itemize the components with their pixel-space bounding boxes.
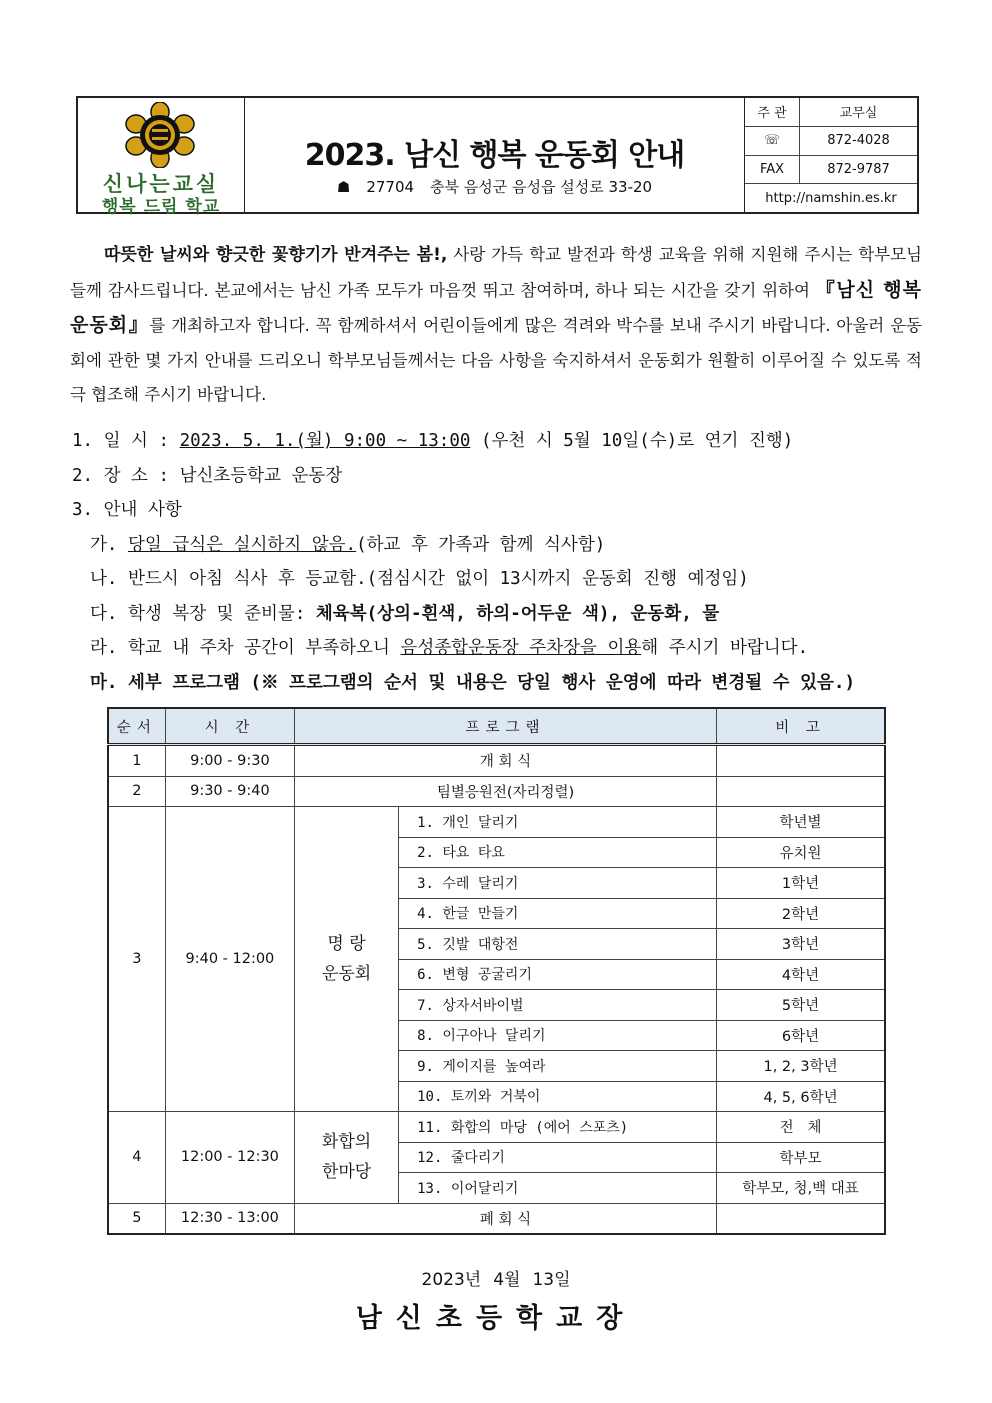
- notice-d-underline: 음성종합운동장 주차장을 이용: [400, 638, 642, 658]
- notice-c-prefix: 다. 학생 복장 및 준비물:: [90, 603, 316, 624]
- group-line2: 한마당: [321, 1162, 372, 1183]
- group-line2: 운동회: [321, 964, 372, 984]
- title-area: [245, 98, 745, 212]
- cell-note: 학년별: [717, 807, 885, 838]
- cell-order: 2: [108, 776, 165, 807]
- cell-note: 학부모, 청,백 대표: [717, 1173, 885, 1204]
- date-item: [72, 424, 932, 459]
- intro-text-part1: 사랑 가득 학교 발전과 학생 교육을 위해 지원해 주시는 학부모님들께 감사드립니다. 본교에서는 남신 가족 모두가 마음껏 뛰고 참여하며, 하나 되는 시간을 갖기 위하여: [70, 245, 922, 300]
- cell-note: [717, 745, 885, 777]
- table-row: [108, 776, 885, 807]
- table-row: [108, 1112, 885, 1143]
- date-note: (우천 시 5월 10일(수)로 연기 진행): [470, 431, 794, 451]
- cell-event: 2. 타요 타요: [399, 837, 717, 868]
- notice-b: 나. 반드시 아침 식사 후 등교함.(점심시간 없이 13시까지 운동회 진행 예정임): [90, 569, 749, 589]
- cell-event: 11. 화합의 마당 (에어 스포츠): [399, 1112, 717, 1143]
- cell-order: 1: [108, 745, 165, 777]
- cell-event: 6. 변형 공굴리기: [399, 959, 717, 990]
- notice-a: [72, 528, 932, 563]
- intro-lead: 따뜻한 날씨와 향긋한 꽃향기가 반겨주는 봄!,: [104, 245, 448, 265]
- cell-event: 1. 개인 달리기: [399, 807, 717, 838]
- cell-group: [294, 807, 398, 1112]
- cell-note: 6학년: [717, 1020, 885, 1051]
- date-label: 1. 일 시 :: [72, 431, 180, 451]
- cell-note: 2학년: [717, 898, 885, 929]
- cell-note: 유치원: [717, 837, 885, 868]
- cell-order: 5: [108, 1203, 165, 1234]
- cell-time: 12:30 - 13:00: [165, 1203, 294, 1234]
- notice-e-bold: 마. 세부 프로그램 (※ 프로그램의 순서 및 내용은 당일 행사 운영에 따라 변경될 수 있음.): [90, 672, 856, 693]
- cell-time: 12:00 - 12:30: [165, 1112, 294, 1204]
- cell-event: 13. 이어달리기: [399, 1173, 717, 1204]
- postal-code: 27704: [366, 178, 415, 196]
- cell-event: 4. 한글 만들기: [399, 898, 717, 929]
- cell-program: 팀별응원전(자리정렬): [294, 776, 716, 807]
- cell-event: 5. 깃발 대항전: [399, 929, 717, 960]
- table-header-row: [108, 708, 885, 745]
- issue-month: 4월: [493, 1270, 521, 1290]
- cell-event: 12. 줄다리기: [399, 1142, 717, 1173]
- group-line1: 화합의: [321, 1132, 372, 1153]
- host-value: 교무실: [839, 106, 878, 122]
- url-row: [745, 184, 917, 212]
- fax-label: FAX: [745, 156, 800, 184]
- school-motto-line1: 신나는교실: [102, 172, 220, 196]
- notice-d-prefix: 라. 학교 내 주차 공간이 부족하오니: [90, 638, 401, 658]
- cell-time: 9:00 - 9:30: [165, 745, 294, 777]
- issue-day: 13일: [532, 1270, 571, 1290]
- cell-event: 9. 게이지를 높여라: [399, 1051, 717, 1082]
- place-item: [72, 459, 932, 494]
- cell-note: 학부모: [717, 1142, 885, 1173]
- cell-note: [717, 776, 885, 807]
- intro-paragraph: [70, 238, 922, 413]
- notice-a-prefix: 가.: [90, 534, 128, 555]
- cell-event: 3. 수레 달리기: [399, 868, 717, 899]
- col-header-time: 시 간: [165, 708, 294, 745]
- fax-value: 872-9787: [827, 161, 890, 177]
- place-value: 남신초등학교 운동장: [179, 465, 343, 486]
- phone-value: 872-4028: [827, 133, 890, 149]
- col-header-program: 프로그램: [294, 708, 716, 745]
- school-motto-line2: 행복 드림 학교: [101, 197, 221, 217]
- cell-note: 4, 5, 6학년: [717, 1081, 885, 1112]
- school-url[interactable]: http://namshin.es.kr: [765, 190, 897, 206]
- cell-note: 전 체: [717, 1112, 885, 1143]
- event-name: 『남신 행복 운동회』: [70, 278, 923, 336]
- cell-program: 폐 회 식: [294, 1203, 716, 1234]
- cell-order: 3: [108, 807, 165, 1112]
- cell-note: 1, 2, 3학년: [717, 1051, 885, 1082]
- cell-order: 4: [108, 1112, 165, 1204]
- host-row: [745, 98, 917, 127]
- issue-year: 2023년: [421, 1270, 482, 1290]
- address-text: 충북 음성군 음성읍 설성로 33-20: [430, 178, 653, 196]
- notice-e: [72, 666, 932, 701]
- group-line1: 명 랑: [327, 934, 366, 954]
- cell-event: 8. 이구아나 달리기: [399, 1020, 717, 1051]
- notice-c-bold: 체육복(상의-흰색, 하의-어두운 색), 운동화, 물: [315, 603, 720, 624]
- intro-text-part2: 를 개최하고자 합니다. 꼭 함께하셔서 어린이들에게 많은 격려와 박수를 보내 주시기 바랍니다. 아울러 운동회에 관한 몇 가지 안내를 드리오니 학부모님들께서는 다음 사항을 숙지하셔서 운동회가 원활히 이루어질 수 있도록 적극 협조해 주시기 바랍니다.: [70, 316, 922, 404]
- table-row: [108, 745, 885, 777]
- address-line: [245, 176, 744, 197]
- phone-icon: ☏: [745, 127, 800, 155]
- cell-program: 개 회 식: [294, 745, 716, 777]
- cell-note: 5학년: [717, 990, 885, 1021]
- cell-note: 3학년: [717, 929, 885, 960]
- program-table: [107, 707, 886, 1235]
- notice-a-rest: (하교 후 가족과 함께 식사함): [356, 534, 606, 555]
- principal-signature: 남신초등학교장: [355, 1303, 637, 1334]
- notice-heading: 3. 안내 사항: [72, 500, 182, 520]
- col-header-order: 순서: [108, 708, 165, 745]
- cell-note: 1학년: [717, 868, 885, 899]
- cell-time: 9:40 - 12:00: [165, 807, 294, 1112]
- contact-info-box: [745, 98, 917, 212]
- cell-event: 10. 토끼와 거북이: [399, 1081, 717, 1112]
- notice-items: [72, 424, 932, 700]
- col-header-note: 비 고: [717, 708, 885, 745]
- notice-c: [72, 597, 932, 632]
- document-title: 2023. 남신 행복 운동회 안내: [304, 138, 685, 173]
- fax-row: [745, 156, 917, 185]
- school-emblem-icon: [124, 102, 196, 168]
- school-logo-area: [78, 98, 245, 217]
- notice-d-rest: 해 주시기 바랍니다.: [641, 638, 809, 658]
- cell-note: 4학년: [717, 959, 885, 990]
- cell-event: 7. 상자서바이벌: [399, 990, 717, 1021]
- home-icon: ☗: [336, 178, 351, 196]
- table-row: [108, 807, 885, 838]
- place-label: 2. 장 소 :: [72, 465, 180, 486]
- host-label: 주 관: [745, 98, 800, 126]
- cell-group: [294, 1112, 398, 1204]
- table-row: [108, 1203, 885, 1234]
- notice-a-underline: 당일 급식은 실시하지 않음.: [127, 534, 357, 555]
- cell-time: 9:30 - 9:40: [165, 776, 294, 807]
- document-header: [76, 96, 919, 217]
- date-value: 2023. 5. 1.(월) 9:00 ~ 13:00: [179, 431, 471, 451]
- notice-d: [72, 631, 932, 666]
- issue-date: [0, 1265, 992, 1290]
- cell-note: [717, 1203, 885, 1234]
- phone-row: [745, 127, 917, 156]
